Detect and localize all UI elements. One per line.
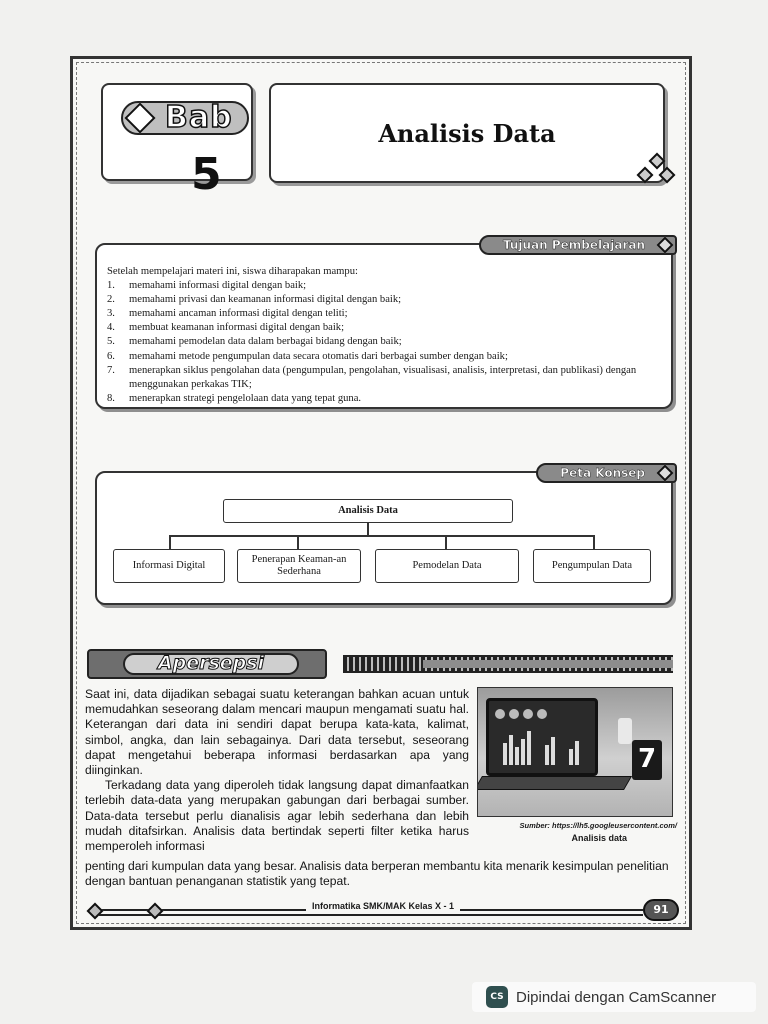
learning-objective-item	[107, 293, 657, 307]
footer-text-wrap	[79, 901, 687, 911]
camscanner-text: Dipindai dengan CamScanner	[516, 988, 717, 1006]
learning-objectives-intro: Setelah mempelajari materi ini, siswa diharapakan mampu:	[107, 266, 358, 277]
concept-root-node: Analisis Data	[223, 499, 513, 523]
learning-objective-item	[107, 321, 657, 335]
learning-objective-text: memahami informasi digital dengan baik;	[129, 280, 307, 292]
concept-map-tag	[536, 463, 677, 483]
chapter-title: Analisis Data	[378, 118, 556, 148]
apersepsi-text	[85, 687, 469, 854]
chapter-title-box	[269, 83, 665, 183]
apersepsi-label: Apersepsi	[123, 653, 299, 675]
learning-objective-item	[107, 350, 657, 364]
learning-objectives-list	[107, 279, 657, 406]
learning-objective-number: 4.	[107, 322, 115, 334]
diamond-icon	[657, 465, 674, 482]
page-frame	[70, 56, 692, 930]
concept-node-pengumpulan-data: Pengumpulan Data	[533, 549, 651, 583]
learning-objective-text: memahami metode pengumpulan data secara otomatis dari berbagai sumber dengan baik;	[129, 350, 508, 362]
chapter-number-box	[101, 83, 253, 200]
learning-objective-item	[107, 307, 657, 321]
diamond-cluster-icon	[633, 155, 673, 191]
camscanner-logo-icon: CS	[486, 986, 508, 1008]
laptop-screen	[486, 698, 598, 776]
diamond-icon	[657, 237, 674, 254]
apersepsi-paragraph-1: Saat ini, data dijadikan sebagai suatu keterangan bahkan acuan untuk memudahkan seseorang dalam mencari maupun mengamati suatu hal. Keterangan dari data ini sendiri dapat berupa kata-kata, kalimat, simbol, angka, dan lain sebagainya. Dari data tersebut, seseorang dapat mengetahui beberapa informasi berdasarkan apa yang diinginkan.	[85, 687, 469, 778]
photo-source: Sumber: https://lh5.googleusercontent.com/	[519, 821, 677, 830]
learning-objective-item	[107, 335, 657, 349]
learning-objective-number: 8.	[107, 392, 115, 404]
learning-objectives-tag	[479, 235, 677, 255]
learning-objectives-text	[107, 265, 657, 406]
concept-connector	[593, 535, 595, 549]
page-footer	[79, 903, 687, 925]
footer-book-title: Informatika SMK/MAK Kelas X - 1	[306, 901, 460, 911]
concept-map-panel	[95, 466, 673, 605]
concept-connector	[169, 535, 171, 549]
learning-objective-text: memahami ancaman informasi digital dengan teliti;	[129, 308, 348, 320]
apersepsi-label-box	[87, 649, 327, 679]
learning-objective-text: menerapkan siklus pengolahan data (pengumpulan, pengolahan, visualisasi, analisis, interpretasi, dan publikasi) dengan menggunakan perkakas TIK;	[129, 364, 637, 390]
concept-node-penerapan-keamanan: Penerapan Keaman-an Sederhana	[237, 549, 361, 583]
photo-caption: Analisis data	[571, 833, 627, 843]
laptop-base	[477, 776, 632, 790]
apersepsi-paragraph-2: Terkadang data yang diperoleh tidak langsung dapat dimanfaatkan terlebih data-data yang merupakan gabungan dari berbagai sumber. Data-data tersebut perlu dianalisis agar lebih sederhana dan lebih mudah ditafsirkan. Analisis data bertindak seperti filter ketika harus memperoleh informasi	[85, 778, 469, 854]
learning-objective-text: menerapkan strategi pengelolaan data yang tepat guna.	[129, 392, 362, 404]
learning-objective-text: membuat keamanan informasi digital dengan baik;	[129, 322, 345, 334]
concept-map-tag-label: Peta Konsep	[560, 466, 645, 480]
learning-objective-item	[107, 279, 657, 293]
learning-objectives-panel	[95, 238, 673, 409]
learning-objective-number: 2.	[107, 294, 115, 306]
concept-connector	[445, 535, 447, 549]
learning-objective-item	[107, 392, 657, 406]
concept-node-pemodelan-data: Pemodelan Data	[375, 549, 519, 583]
concept-connector	[169, 535, 593, 537]
photo-number: 7	[632, 740, 662, 780]
learning-objective-text: memahami privasi dan keamanan informasi digital dengan baik;	[129, 294, 402, 306]
apersepsi-banner	[87, 645, 677, 681]
learning-objective-number: 1.	[107, 280, 115, 292]
bab-label: Bab	[121, 101, 249, 135]
learning-objective-number: 6.	[107, 350, 115, 362]
analisis-data-photo	[477, 687, 673, 817]
page-number: 91	[643, 899, 679, 921]
learning-objective-text: memahami pemodelan data dalam berbagai bidang dengan baik;	[129, 336, 402, 348]
learning-objective-number: 3.	[107, 308, 115, 320]
camscanner-watermark	[472, 982, 756, 1012]
apersepsi-paragraph-2-continued: penting dari kumpulan data yang besar. Analisis data berperan membantu kita menarik kesimpulan penelitian dengan bantuan penanganan statistik yang tepat.	[85, 859, 669, 889]
concept-connector	[297, 535, 299, 549]
learning-objective-number: 7.	[107, 364, 115, 376]
banner-stripes	[343, 655, 673, 673]
chapter-number: 5	[191, 149, 222, 200]
photo-cup	[618, 718, 632, 744]
concept-node-informasi-digital: Informasi Digital	[113, 549, 225, 583]
learning-objective-item	[107, 364, 657, 392]
concept-connector	[367, 523, 369, 535]
learning-objectives-tag-label: Tujuan Pembelajaran	[502, 238, 645, 252]
learning-objective-number: 5.	[107, 336, 115, 348]
